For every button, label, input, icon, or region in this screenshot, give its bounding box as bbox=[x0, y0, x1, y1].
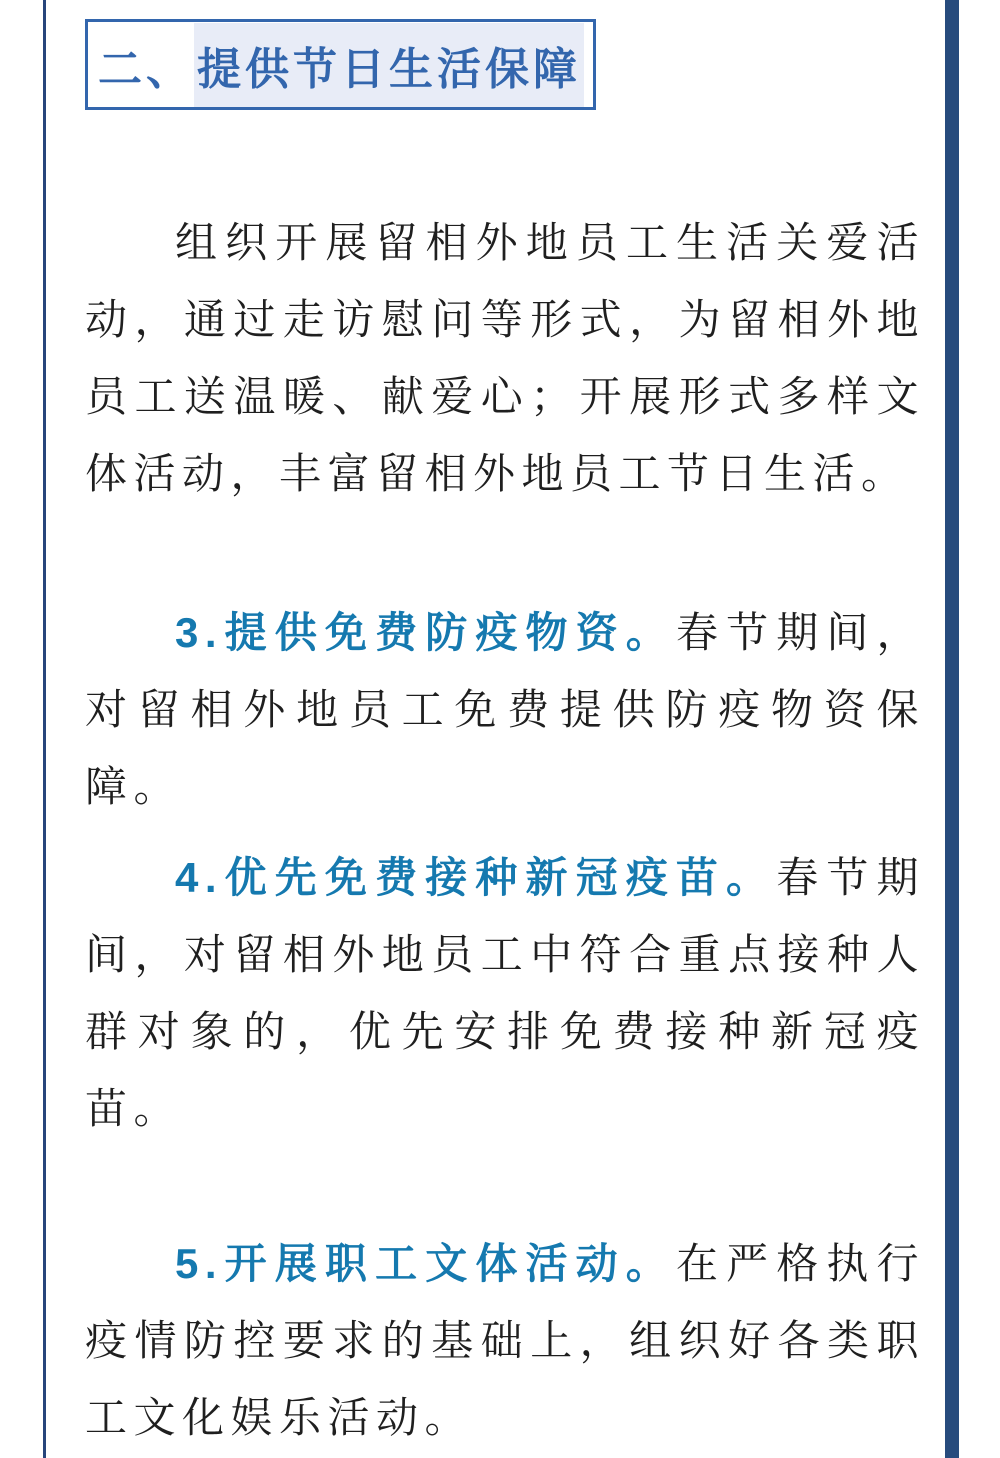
item-4-text: 春节期间，对留相外地员工中符合重点接种人群对象的，优先安排免费接种新冠疫苗。 bbox=[85, 854, 925, 1132]
section-heading-box bbox=[85, 19, 596, 110]
paragraph-item-4 bbox=[85, 839, 925, 1147]
item-3-heading: 3.提供免费防疫物资。 bbox=[175, 609, 676, 656]
item-5-heading: 5.开展职工文体活动。 bbox=[175, 1240, 676, 1287]
paragraph-item-5 bbox=[85, 1225, 925, 1456]
section-heading-text: 提供节日生活保障 bbox=[194, 23, 584, 107]
paragraph-intro bbox=[85, 204, 925, 512]
item-4-heading: 4.优先免费接种新冠疫苗。 bbox=[175, 854, 777, 901]
right-border-bar bbox=[945, 0, 959, 1458]
paragraph-intro-text: 组织开展留相外地员工生活关爱活动，通过走访慰问等形式，为留相外地员工送温暖、献爱心；开展形式多样文体活动，丰富留相外地员工节日生活。 bbox=[85, 219, 925, 497]
item-5-text: 在严格执行疫情防控要求的基础上，组织好各类职工文化娱乐活动。 bbox=[85, 1240, 925, 1441]
left-border-rule bbox=[43, 0, 46, 1458]
item-3-text: 春节期间，对留相外地员工免费提供防疫物资保障。 bbox=[85, 609, 925, 810]
article-content bbox=[85, 19, 925, 1456]
section-number-prefix: 二、 bbox=[98, 44, 194, 94]
paragraph-item-3 bbox=[85, 594, 925, 825]
